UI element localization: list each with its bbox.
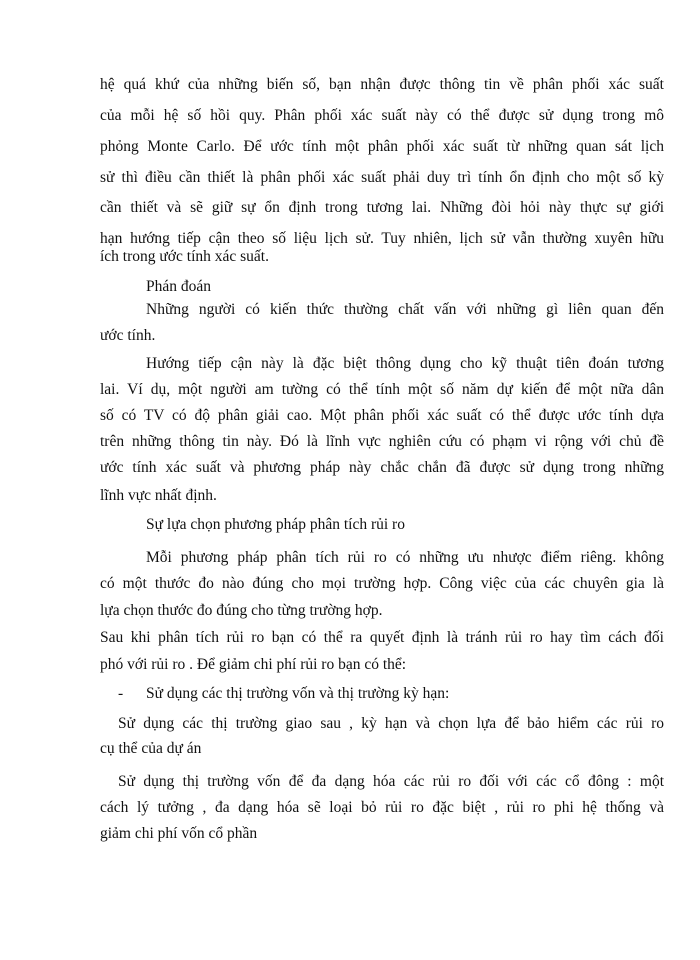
- paragraph-line: lĩnh vực nhất định.: [100, 487, 217, 504]
- paragraph-line: có một thước đo nào đúng cho mọi trường hợp. Công việc của các chuyên gia là: [100, 575, 664, 592]
- paragraph-line: Sau khi phân tích rủi ro bạn có thể ra quyết định là tránh rủi ro hay tìm cách đối: [100, 629, 664, 646]
- paragraph-line: cách lý tưởng , đa dạng hóa sẽ loại bỏ rủi ro đặc biệt , rủi ro phi hệ thống và: [100, 799, 664, 816]
- paragraph-line: Mỗi phương pháp phân tích rủi ro có những ưu nhược điểm riêng. không: [146, 549, 664, 566]
- paragraph-line: Sử dụng thị trường vốn để đa dạng hóa các rủi ro đối với các cổ đông : một: [118, 773, 664, 790]
- paragraph-line: hạn hướng tiếp cận theo số liệu lịch sử. Tuy nhiên, lịch sử vẫn thường xuyên hữu: [100, 230, 664, 247]
- bullet-item: Sử dụng các thị trường vốn và thị trường kỳ hạn:: [146, 685, 450, 702]
- paragraph-line: ước tính xác suất và phương pháp này chắc chắn đã được sử dụng trong những: [100, 459, 664, 476]
- paragraph-line: hệ quá khứ của những biến số, bạn nhận được thông tin về phân phối xác suất: [100, 76, 664, 93]
- paragraph-line: Sử dụng các thị trường giao sau , kỳ hạn và chọn lựa để bảo hiểm các rủi ro: [118, 715, 664, 732]
- paragraph-line: cụ thể của dự án: [100, 740, 202, 757]
- paragraph-line: Hướng tiếp cận này là đặc biệt thông dụng cho kỹ thuật tiên đoán tương: [146, 355, 664, 372]
- paragraph-line: cần thiết và sẽ giữ sự ổn định trong tương lai. Những đòi hỏi này thực sự giới: [100, 199, 664, 216]
- paragraph-line: số có TV có độ phân giải cao. Một phân phối xác suất có thể được ước tính dựa: [100, 407, 664, 424]
- paragraph-line: trên những thông tin này. Đó là lĩnh vực nghiên cứu có phạm vi rộng với chủ đề: [100, 433, 664, 450]
- paragraph-line: phỏng Monte Carlo. Để ước tính một phân phối xác suất từ những quan sát lịch: [100, 138, 664, 155]
- paragraph-line: lựa chọn thước đo đúng cho từng trường hợp.: [100, 602, 383, 619]
- paragraph-line: Những người có kiến thức thường chất vấn với những gì liên quan đến: [146, 301, 664, 318]
- bullet-marker: -: [118, 685, 124, 702]
- paragraph-line: lai. Ví dụ, một người am tường có thể tính một số năm dự kiến để một nữa dân: [100, 381, 664, 398]
- section-heading-judgment: Phán đoán: [146, 278, 212, 295]
- section-heading-method-selection: Sự lựa chọn phương pháp phân tích rủi ro: [146, 516, 405, 533]
- paragraph-line: của mỗi hệ số hồi quy. Phân phối xác suất này có thể được sử dụng trong mô: [100, 107, 664, 124]
- paragraph-line: phó với rủi ro . Để giảm chi phí rủi ro bạn có thể:: [100, 656, 407, 673]
- paragraph-line: ước tính.: [100, 327, 156, 344]
- paragraph-line: ích trong ước tính xác suất.: [100, 248, 269, 265]
- paragraph-line: giảm chi phí vốn cổ phần: [100, 825, 258, 842]
- paragraph-line: sử thì điều cần thiết là phân phối xác suất phải duy trì tính ổn định cho một số kỳ: [100, 169, 664, 186]
